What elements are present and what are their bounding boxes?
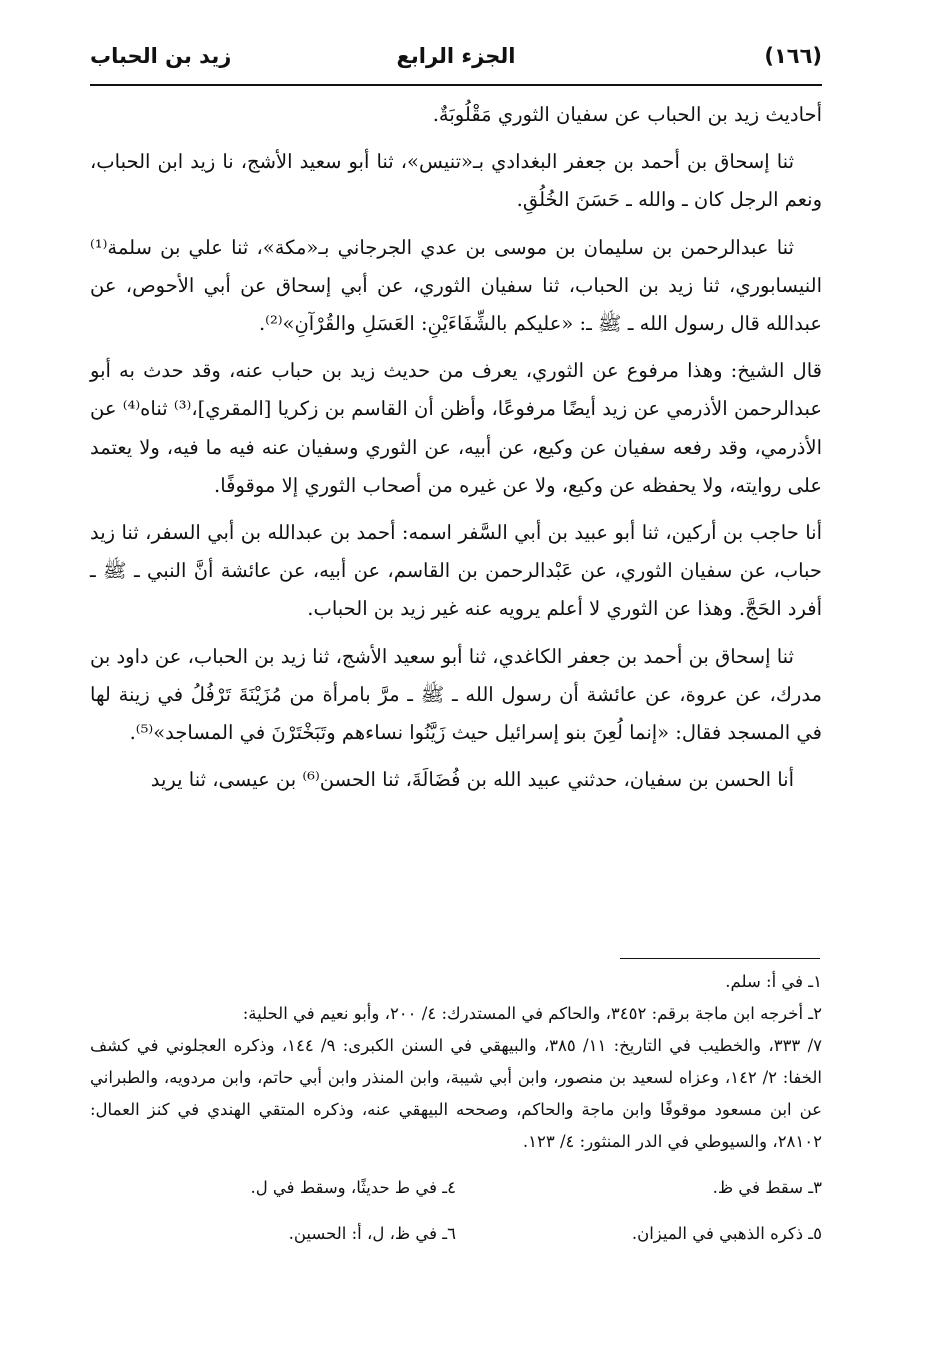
footnote-4: ٤ـ في ط حديثًا، وسقط في ل. bbox=[250, 1178, 456, 1197]
paragraph: ثنا إسحاق بن أحمد بن جعفر الكاغدي، ثنا أبو سعيد الأشج، ثنا زيد بن الحباب، عن داود بن مدرك، عن عروة، عن عائشة أن رسول الله ـ ﷺ ـ مرَّ بامرأة من مُزَيْنَةَ تَرْفُلُ في زينة لها في المسجد فقال: «إنما لُعِنَ بنو إسرائيل حيث زَيَّنُوا نساءهم وتَبَخْتَرْنَ في المساجد»⁽⁵⁾. bbox=[90, 644, 822, 745]
header-divider bbox=[90, 84, 822, 86]
footnote-1: ١ـ في أ: سلم. bbox=[725, 972, 822, 991]
footnotes bbox=[90, 966, 822, 1250]
paragraph: ثنا إسحاق بن أحمد بن جعفر البغدادي بـ«تنيس»، ثنا أبو سعيد الأشج، نا زيد ابن الحباب، ونعم الرجل كان ـ والله ـ حَسَنَ الخُلُقِ. bbox=[90, 150, 822, 212]
running-header bbox=[90, 38, 822, 84]
footnote-2-continued: ٧/ ٣٣٣، والخطيب في التاريخ: ١١/ ٣٨٥، والبيهقي في السنن الكبرى: ٩/ ١٤٤، وذكره العجلوني في كشف الخفا: ٢/ ١٤٢، وعزاه لسعيد بن منصور، وابن أبي شيبة، وابن المنذر وابن أبي حاتم، وابن مردويه، والطبراني عن ابن مسعود موقوفًا وابن ماجة والحاكم، وصححه البيهقي عنه، وذكره المتقي الهندي في كنز العمال: ٢٨١٠٢، والسيوطي في الدر المنثور: ٤/ ١٢٣. bbox=[90, 1036, 822, 1151]
volume-title: الجزء الرابع bbox=[396, 44, 516, 68]
footnote-row bbox=[90, 1218, 822, 1250]
footnote-3: ٣ـ سقط في ظ. bbox=[712, 1178, 822, 1197]
paragraph: ثنا عبدالرحمن بن سليمان بن موسى بن عدي الجرجاني بـ«مكة»، ثنا علي بن سلمة⁽¹⁾ النيسابوري، ثنا زيد بن الحباب، ثنا سفيان الثوري، عن أبي إسحاق عن أبي الأحوص، عن عبدالله قال رسول الله ـ ﷺ ـ: «عليكم بالشِّفَاءَيْنِ: العَسَلِ والقُرْآنِ»⁽²⁾. bbox=[90, 235, 822, 336]
paragraph: قال الشيخ: وهذا مرفوع عن الثوري، يعرف من حديث زيد بن حباب عنه، وقد حدث به أبو عبدالرحمن الأذرمي عن زيد أيضًا مرفوعًا، وأظن أن القاسم بن زكريا [المقري]،⁽³⁾ ثناه⁽⁴⁾ عن الأذرمي، وقد رفعه سفيان عن وكيع، عن أبيه، عن الثوري وسفيان عنه فيه ما فيه، ولا يعتمد على روايته، ولا يحفظه عن وكيع، ولا عن غيره من أصحاب الثوري إلا موقوفًا. bbox=[90, 359, 822, 497]
section-title: زيد بن الحباب bbox=[90, 44, 232, 68]
page-number: (١٦٦) bbox=[764, 44, 822, 68]
paragraph: أنا الحسن بن سفيان، حدثني عبيد الله بن فُضَالَةَ، ثنا الحسن⁽⁶⁾ بن عيسى، ثنا يريد bbox=[150, 768, 794, 792]
page-header-area bbox=[90, 38, 822, 84]
main-text bbox=[90, 96, 822, 808]
paragraph: أحاديث زيد بن الحباب عن سفيان الثوري مَقْلُوبَةٌ. bbox=[432, 103, 822, 126]
footnote-5: ٥ـ ذكره الذهبي في الميزان. bbox=[631, 1224, 822, 1243]
footnote-divider bbox=[620, 958, 820, 959]
footnote-row bbox=[90, 1172, 822, 1204]
footnote-6: ٦ـ في ظ، ل، أ: الحسين. bbox=[288, 1224, 456, 1243]
footnote-2-first-line: ٢ـ أخرجه ابن ماجة برقم: ٣٤٥٢، والحاكم في المستدرك: ٤/ ٢٠٠، وأبو نعيم في الحلية: bbox=[242, 1004, 822, 1023]
paragraph: أنا حاجب بن أركين، ثنا أبو عبيد بن أبي السَّفر اسمه: أحمد بن عبدالله بن أبي السفر، ثنا زيد حباب، عن سفيان الثوري، عن عَبْدالرحمن بن القاسم، عن أبيه، عن عائشة أنَّ النبي ـ ﷺ ـ أفرد الحَجَّ. وهذا عن الثوري لا أعلم يرويه عنه غير زيد بن الحباب. bbox=[90, 521, 822, 621]
